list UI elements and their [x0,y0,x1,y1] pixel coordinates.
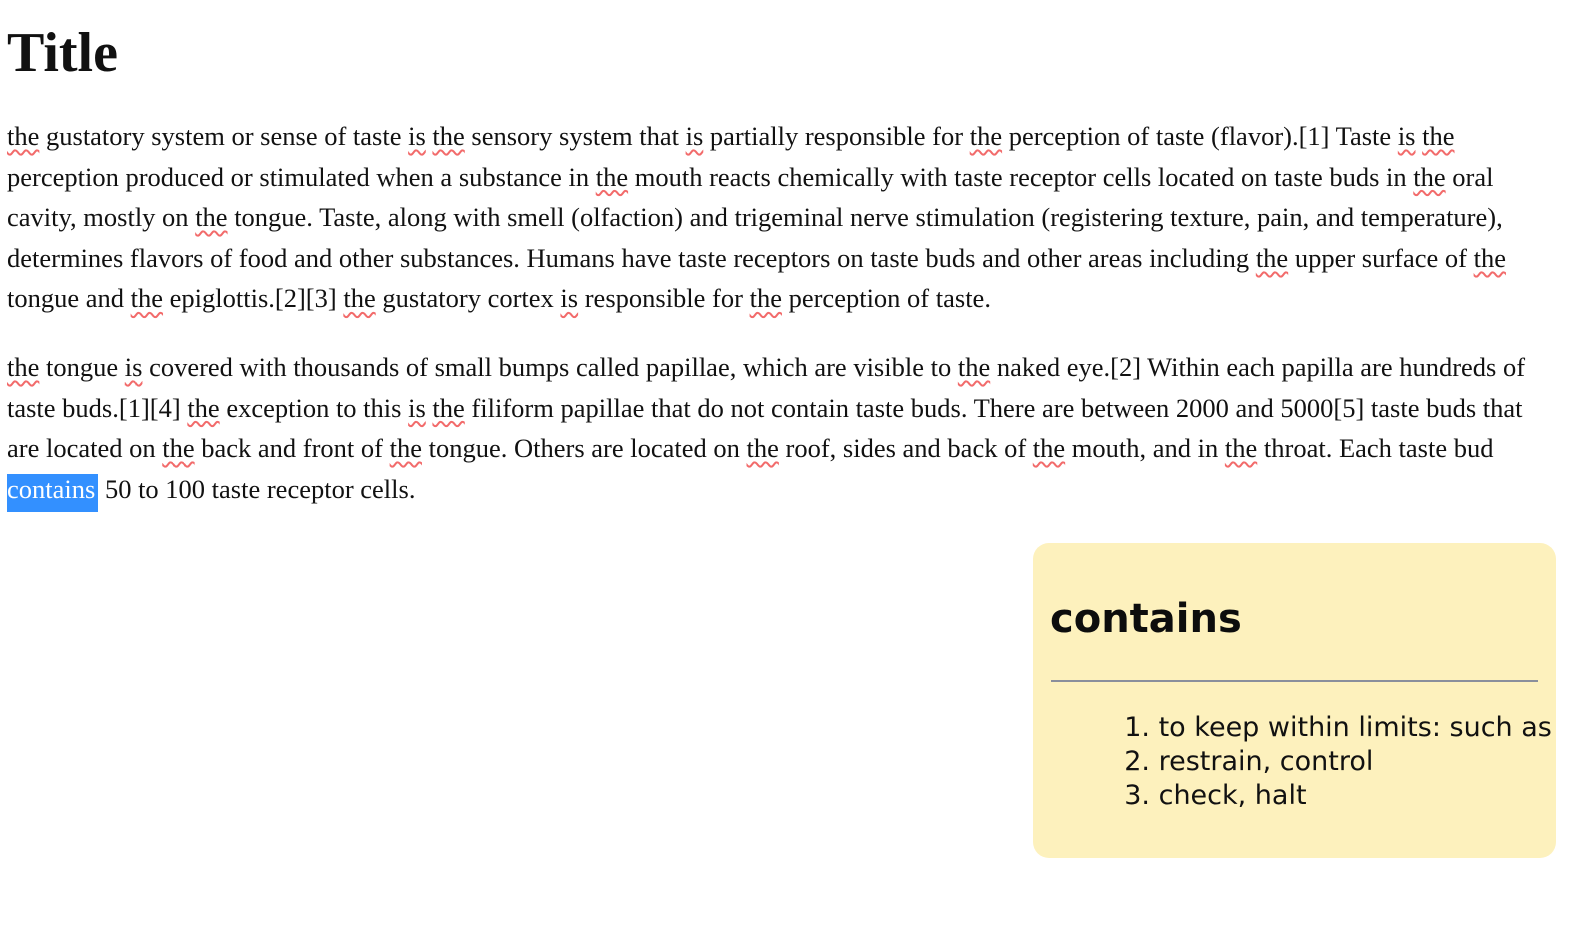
spellcheck-flagged-word[interactable]: the [389,433,422,464]
spellcheck-flagged-word[interactable]: the [749,283,782,314]
spellcheck-flagged-word[interactable]: the [432,392,465,423]
definition-item [1120,711,1552,745]
spellcheck-flagged-word[interactable]: the [1224,433,1258,464]
text-run: responsible for [578,283,750,314]
text-run: oral cavity, mostly on [7,161,1494,233]
definition-popup [1033,543,1556,858]
text-run: perception produced or stimulated when a substance in [7,161,596,192]
text-run: covered with thousands of small bumps called papillae, which are visible to [142,352,958,382]
spellcheck-flagged-word[interactable]: the [957,352,991,382]
definition-item-text: to keep within limits: such as [1158,712,1552,743]
spellcheck-flagged-word[interactable]: the [1422,121,1455,151]
text-run: tongue and [7,283,131,314]
text-run: mouth reacts chemically with taste receptor cells located on taste buds in [628,161,1414,192]
page-title: Title [7,22,118,84]
text-run: back and front of [194,433,390,464]
text-run: 50 to 100 taste receptor cells. [98,473,416,504]
text-run: perception of taste. [781,283,991,314]
text-run: sensory system that [464,121,686,151]
spellcheck-flagged-word[interactable]: is [1397,121,1416,151]
text-run: tongue [39,352,125,382]
definition-item-number: 3. [1124,780,1150,811]
definition-item-number: 1. [1124,712,1150,743]
text-run: naked eye.[2] Within each papilla are hundreds of taste buds.[1][4] [7,352,1526,423]
text-run: upper surface of [1288,242,1474,273]
spellcheck-flagged-word[interactable]: the [595,161,629,192]
spellcheck-flagged-word[interactable]: is [124,352,143,382]
definition-divider [1051,680,1538,682]
spellcheck-flagged-word[interactable]: is [408,121,426,151]
text-run: gustatory system or sense of taste [39,121,409,151]
text-run: filiform papillae that do not contain taste buds. There are between 2000 and 5000[5] taste buds that are located on [7,392,1523,464]
spellcheck-flagged-word[interactable]: the [746,433,779,464]
spellcheck-flagged-word[interactable]: the [432,121,465,151]
spellcheck-flagged-word[interactable]: is [408,392,426,423]
text-run: throat. Each taste bud [1257,433,1494,464]
spellcheck-flagged-word[interactable]: the [1032,433,1066,464]
text-run: mouth, and in [1065,433,1225,464]
definition-item [1120,779,1552,813]
paragraph-2[interactable] [7,347,1557,509]
spellcheck-flagged-word[interactable]: the [187,392,220,423]
paragraph-1[interactable] [7,116,1557,319]
definition-item-number: 2. [1124,746,1150,777]
definition-item-text: restrain, control [1158,746,1374,777]
spellcheck-flagged-word[interactable]: the [7,352,40,382]
text-run: exception to this [219,392,409,423]
spellcheck-flagged-word[interactable]: the [195,202,228,233]
spellcheck-flagged-word[interactable]: the [1255,242,1289,273]
text-run: tongue. Others are located on [422,433,747,464]
definition-item [1120,745,1552,779]
definition-headword: contains [1050,596,1242,642]
spellcheck-flagged-word[interactable]: is [685,121,704,151]
spellcheck-flagged-word[interactable]: the [969,121,1003,151]
text-run: roof, sides and back of [778,433,1033,464]
text-run: epiglottis.[2][3] [163,283,344,314]
selected-word[interactable]: contains [7,474,98,512]
definition-item-text: check, halt [1158,780,1307,811]
definition-list [1120,711,1552,813]
spellcheck-flagged-word[interactable]: the [7,121,40,151]
spellcheck-flagged-word[interactable]: the [162,433,195,464]
spellcheck-flagged-word[interactable]: is [560,283,579,314]
text-run: gustatory cortex [375,283,561,314]
spellcheck-flagged-word[interactable]: the [343,283,376,314]
text-run: perception of taste (flavor).[1] Taste [1002,121,1398,151]
spellcheck-flagged-word[interactable]: the [130,283,164,314]
text-run: partially responsible for [703,121,970,151]
spellcheck-flagged-word[interactable]: the [1473,242,1506,273]
spellcheck-flagged-word[interactable]: the [1413,161,1446,192]
text-run: tongue. Taste, along with smell (olfaction) and trigeminal nerve stimulation (registering texture, pain, and temperature), determines flavors of food and other substances. Humans have taste receptors on taste buds and other areas including [7,202,1503,273]
